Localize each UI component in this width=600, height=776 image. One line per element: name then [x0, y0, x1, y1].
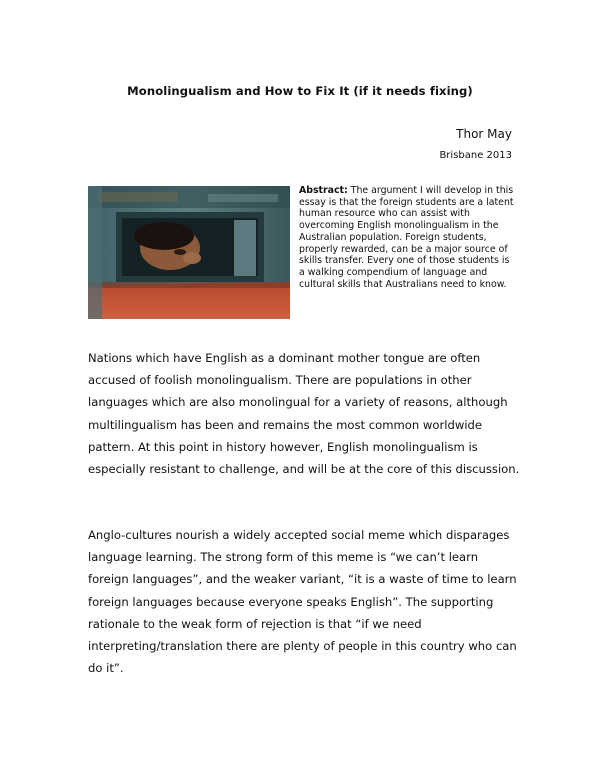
illustration-photo: [88, 186, 290, 319]
paragraph: Nations which have English as a dominant mother tongue are often accused of foolish monolingualism. There are populations in other languages which are also monolingual for a variety of reasons, although multilingualism has been and remains the most common worldwide pattern. At this point in history however, English monolingualism is especially resistant to challenge, and will be at the core of this discussion.: [88, 351, 520, 477]
abstract-text: The argument I will develop in this essay is that the foreign students are a latent human resource who can assist with overcoming English monolingualism in the Australian population. Foreign students, properly rewarded, can be a major source of skills transfer. Every one of those students is a walking compendium of language and cultural skills that Australians need to know.: [299, 185, 514, 290]
abstract: [299, 185, 514, 290]
place-year: Brisbane 2013: [439, 150, 512, 161]
author-name: Thor May: [456, 127, 512, 141]
document-title: Monolingualism and How to Fix It (if it needs fixing): [127, 84, 473, 98]
abstract-label: Abstract:: [299, 185, 348, 196]
paragraph: Anglo-cultures nourish a widely accepted social meme which disparages language learning. The strong form of this meme is “we can’t learn foreign languages”, and the weaker variant, “it is a waste of time to learn foreign languages because everyone speaks English”. The supporting rationale to the weak form of rejection is that “if we need interpreting/translation there are plenty of people in this country who can do it”.: [88, 528, 517, 676]
